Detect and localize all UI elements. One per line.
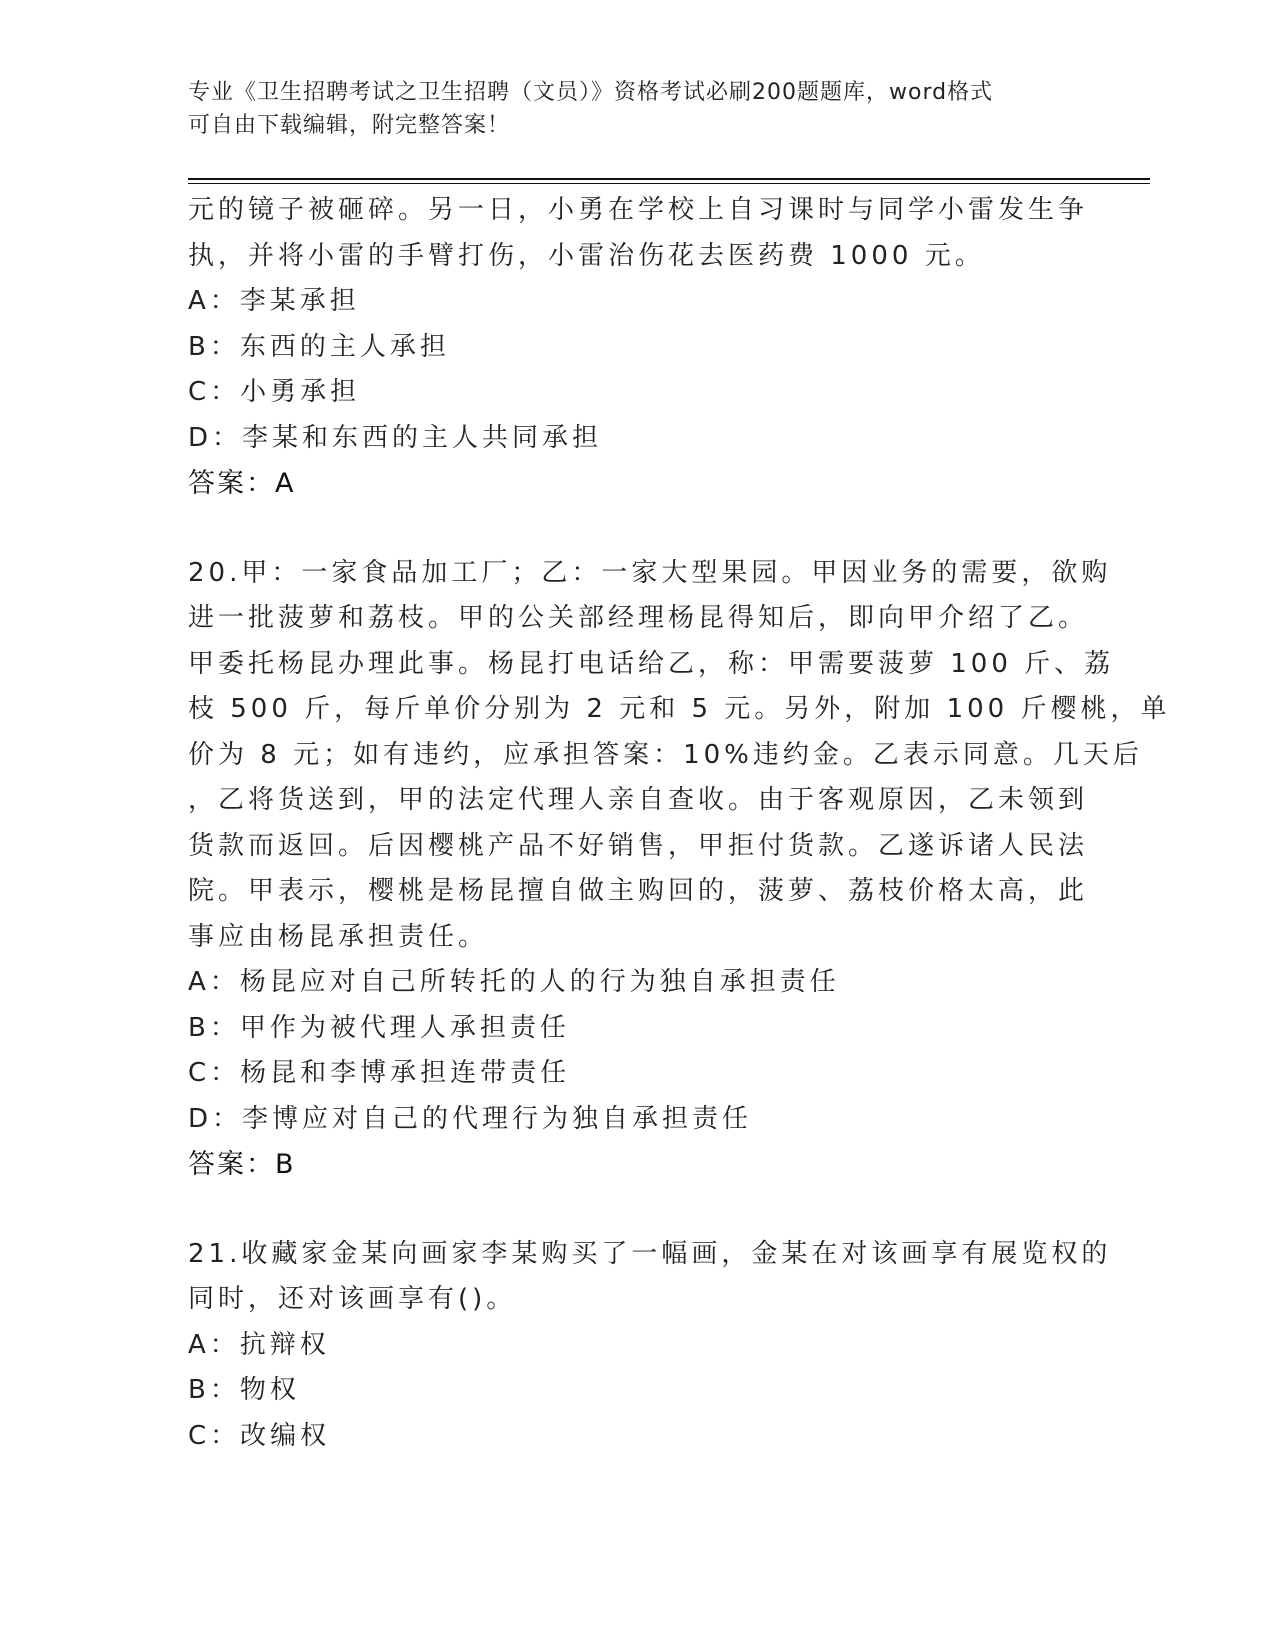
question-stem-line: 执，并将小雷的手臂打伤，小雷治伤花去医药费 1000 元。: [188, 240, 985, 271]
header-divider-thin: [188, 183, 1150, 184]
option-a: A：杨昆应对自己所转托的人的行为独自承担责任: [188, 967, 840, 997]
header-title-line-1: 专业《卫生招聘考试之卫生招聘（文员）》资格考试必刷200题题库，word格式: [188, 80, 994, 105]
option-a: A：李某承担: [188, 286, 360, 316]
question-spacer: [188, 1188, 1088, 1232]
question-spacer: [188, 507, 1088, 551]
question-stem-line: 货款而返回。后因樱桃产品不好销售，甲拒付货款。乙遂诉诸人民法: [188, 830, 1089, 861]
answer-line: 答案：B: [188, 1149, 296, 1180]
option-a: A：抗辩权: [188, 1329, 330, 1360]
question-stem-line: 进一批菠萝和荔枝。甲的公关部经理杨昆得知后，即向甲介绍了乙。: [188, 603, 1089, 633]
option-b: B：东西的主人承担: [188, 331, 450, 362]
header-divider-thick: [188, 178, 1150, 180]
question-stem-line: 20.甲：一家食品加工厂；乙：一家大型果园。甲因业务的需要，欲购: [188, 557, 1112, 588]
option-c: C：杨昆和李博承担连带责任: [188, 1058, 571, 1088]
option-b: B：甲作为被代理人承担责任: [188, 1012, 570, 1043]
question-21: [188, 1232, 1112, 1460]
question-stem-line: 同时，还对该画享有()。: [188, 1284, 517, 1314]
question-stem-line: 21.收藏家金某向画家李某购买了一幅画，金某在对该画享有展览权的: [188, 1238, 1112, 1269]
question-stem-line: 元的镜子被砸碎。另一日，小勇在学校上自习课时与同学小雷发生争: [188, 195, 1089, 225]
option-c: C：小勇承担: [188, 377, 361, 407]
answer-line: 答案：A: [188, 468, 296, 499]
document-header: [188, 76, 1088, 142]
question-20: [188, 551, 1171, 1188]
header-title-line-2: 可自由下载编辑，附完整答案！: [188, 113, 511, 138]
question-stem-line: 价为 8 元；如有违约，应承担答案：10%违约金。乙表示同意。几天后: [188, 739, 1143, 770]
option-d: D：李某和东西的主人共同承担: [188, 422, 603, 453]
question-list: [188, 188, 1171, 1459]
question-stem-line: ，乙将货送到，甲的法定代理人亲自查收。由于客观原因，乙未领到: [188, 785, 1089, 815]
option-d: D：李博应对自己的代理行为独自承担责任: [188, 1103, 753, 1134]
option-c: C：改编权: [188, 1420, 331, 1451]
question-stem-line: 枝 500 斤，每斤单价分别为 2 元和 5 元。另外，附加 100 斤樱桃，单: [188, 694, 1171, 724]
question-stem-line: 院。甲表示，樱桃是杨昆擅自做主购回的，菠萝、荔枝价格太高，此: [188, 876, 1089, 906]
option-b: B：物权: [188, 1375, 300, 1405]
question-19: [188, 188, 1088, 507]
question-stem-line: 甲委托杨昆办理此事。杨昆打电话给乙，称：甲需要菠萝 100 斤、荔: [188, 648, 1115, 679]
question-stem-line: 事应由杨昆承担责任。: [188, 921, 489, 952]
